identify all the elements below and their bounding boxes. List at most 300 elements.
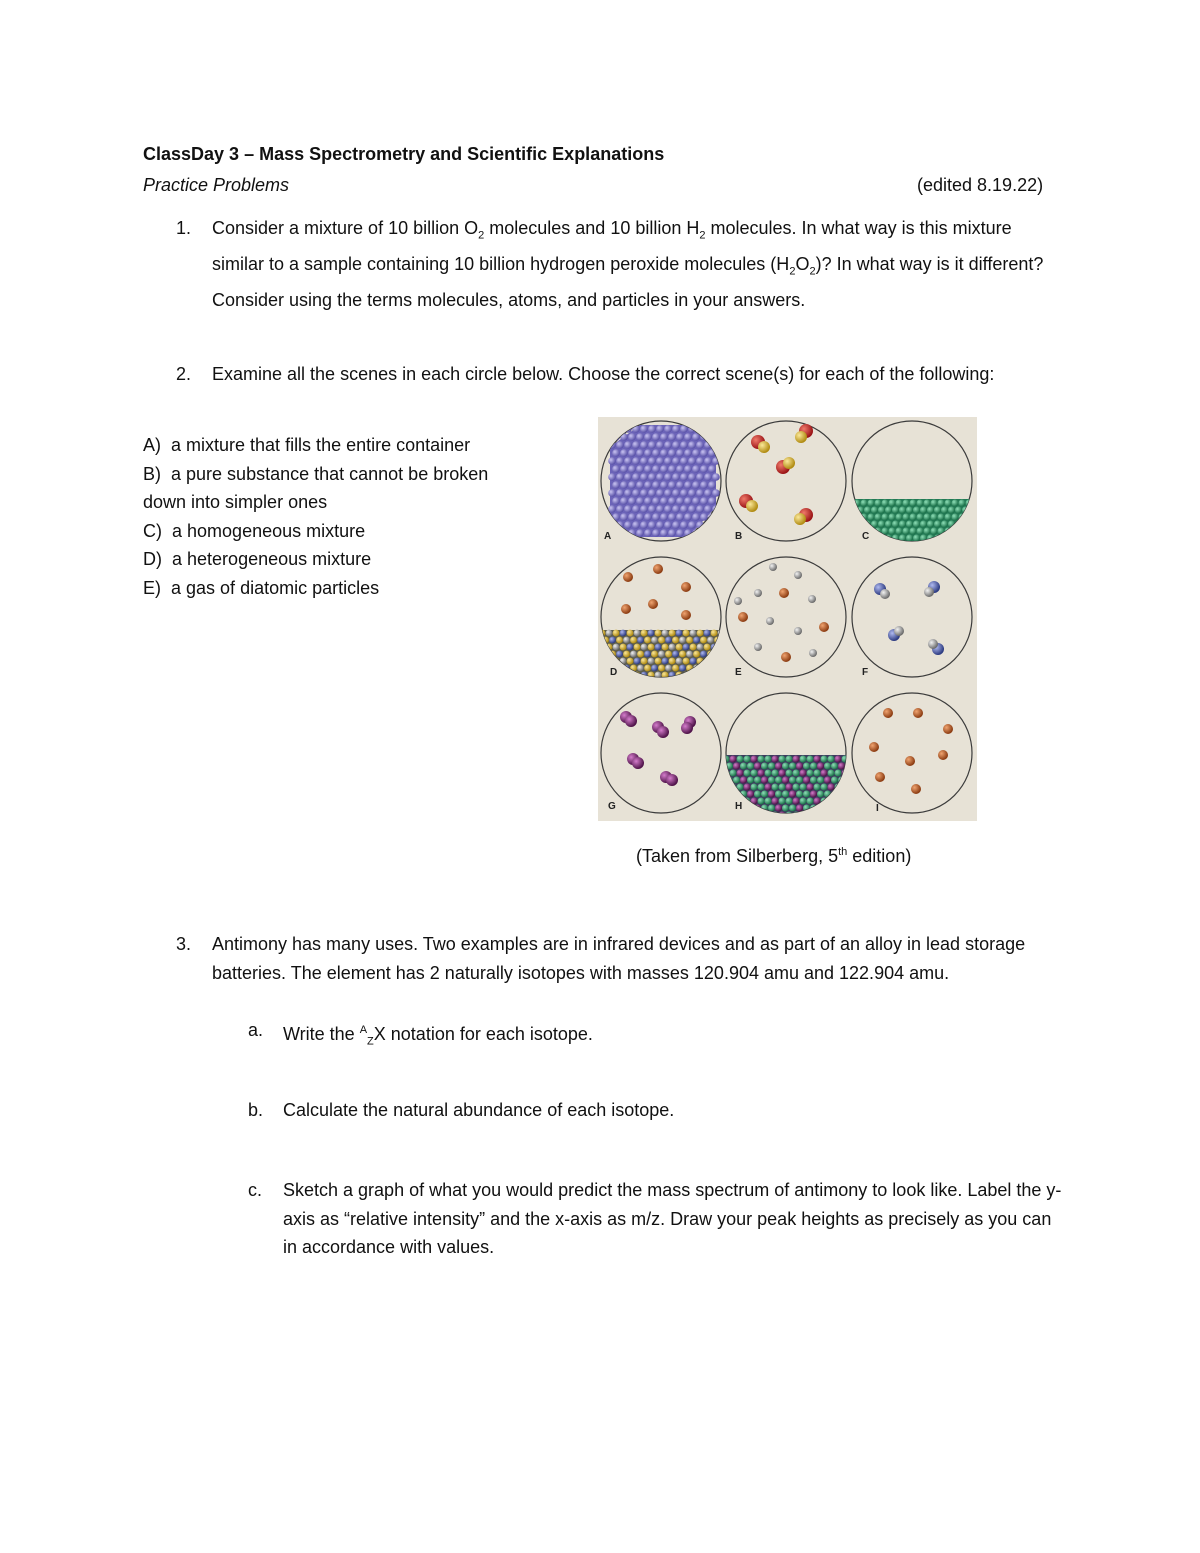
atom-dot	[623, 651, 630, 658]
atom-dot	[697, 672, 704, 679]
atom-dot	[676, 644, 683, 651]
atom-dot	[831, 763, 838, 770]
atom-dot	[697, 630, 704, 637]
atom-dot	[700, 481, 708, 489]
atom-dot	[660, 465, 668, 473]
atom-dot	[648, 473, 656, 481]
atom-dot	[620, 630, 627, 637]
option-d: D) a heterogeneous mixture	[143, 549, 372, 569]
scene-b-molecules	[739, 424, 813, 525]
atom-dot	[684, 449, 692, 457]
atom-dot	[772, 798, 779, 805]
atom-dot	[754, 777, 761, 784]
atom-dot	[913, 535, 920, 542]
atom-dot	[959, 528, 966, 535]
atom-dot	[938, 514, 945, 521]
atom-dot	[924, 528, 931, 535]
q3c-text: Sketch a graph of what you would predict the mass spectrum of antimony to look like. Label the y-axis as “relative intensity” and the x-axis as m/z. Draw your peak heights as precisely as you can in accordance with values.	[283, 1180, 1062, 1257]
atom-dot	[616, 425, 624, 433]
atom-dot	[800, 812, 807, 819]
atom-dot	[644, 449, 652, 457]
atom-dot	[683, 644, 690, 651]
page-title: ClassDay 3 – Mass Spectrometry and Scientific Explanations	[143, 144, 665, 164]
atom-dot	[628, 481, 636, 489]
atom-dot	[948, 507, 955, 514]
atom-dot	[684, 513, 692, 521]
atom-dot	[668, 513, 676, 521]
atom-dot	[628, 449, 636, 457]
atom-dot	[599, 644, 606, 651]
atom-dot	[669, 644, 676, 651]
atom-dot	[684, 481, 692, 489]
atom-dot	[924, 514, 931, 521]
atom-dot	[772, 784, 779, 791]
q1-text: Consider a mixture of 10 billion $O_2$ molecules and 10 billion $H_2$ molecules. In what way is this mixture similar to a sample containing 10 billion hydrogen peroxide molecules $(H_2O_2)$? In what way is it different? Consider using the terms molecules, atoms, and particles in your answers.	[212, 218, 1044, 311]
atom-dot	[680, 457, 688, 465]
atom-dot	[931, 528, 938, 535]
scene-d-gas	[621, 564, 691, 620]
atom-dot	[810, 791, 817, 798]
atom-dot	[668, 465, 676, 473]
atom-dot	[658, 651, 665, 658]
atom-dot	[920, 507, 927, 514]
atom-dot	[672, 457, 680, 465]
option-b: B) a pure substance that cannot be broken	[143, 463, 489, 484]
atom-dot	[697, 644, 704, 651]
atom-dot	[723, 798, 730, 805]
scene-g-molecules	[620, 711, 696, 786]
atom-dot	[938, 542, 945, 549]
atom-dot	[927, 521, 934, 528]
atom-dot	[737, 812, 744, 819]
atom-dot	[868, 514, 875, 521]
q3b-letter: b.	[248, 1100, 264, 1120]
atom-dot	[747, 791, 754, 798]
atom-dot	[599, 672, 606, 679]
atom-dot	[718, 644, 725, 651]
atom-dot	[669, 658, 676, 665]
atom-dot	[761, 777, 768, 784]
atom-dot	[945, 514, 952, 521]
atom-dot	[704, 630, 711, 637]
atom-dot	[885, 507, 892, 514]
atom-dot	[652, 513, 660, 521]
atom-dot	[938, 528, 945, 535]
atom-dot	[632, 521, 640, 529]
atom-dot	[838, 791, 845, 798]
q3a-text: Write the $^A_Z$X notation for each isotope.	[283, 1024, 593, 1048]
atom-dot	[733, 791, 740, 798]
atom-dot	[850, 535, 857, 542]
atom-dot	[634, 658, 641, 665]
atom-dot	[842, 798, 849, 805]
atom-dot	[711, 672, 718, 679]
atom-dot	[878, 535, 885, 542]
atom-dot	[651, 651, 658, 658]
atom-dot	[835, 798, 842, 805]
atom-dot	[708, 433, 716, 441]
atom-dot	[714, 651, 721, 658]
atom-dot	[648, 441, 656, 449]
atom-dot	[684, 497, 692, 505]
atom-dot	[800, 784, 807, 791]
atom-dot	[672, 505, 680, 513]
scene-label-b: B	[735, 531, 743, 542]
atom-dot	[664, 521, 672, 529]
atom-dot	[754, 805, 761, 812]
atom-dot	[761, 763, 768, 770]
atom-dot	[683, 630, 690, 637]
atom-dot	[889, 514, 896, 521]
atom-dot	[751, 756, 758, 763]
atom-dot	[692, 449, 700, 457]
atom-dot	[913, 507, 920, 514]
q2-number: 2.	[176, 364, 192, 384]
atom-dot	[676, 513, 684, 521]
atom-dot	[800, 798, 807, 805]
scenes-figure	[598, 417, 977, 821]
atom-dot	[672, 489, 680, 497]
atom-dot	[664, 425, 672, 433]
atom-dot	[704, 425, 712, 433]
atom-dot	[609, 637, 616, 644]
atom-dot	[882, 500, 889, 507]
atom-dot	[608, 425, 616, 433]
atom-dot	[602, 665, 609, 672]
atom-dot	[627, 630, 634, 637]
atom-dot	[835, 770, 842, 777]
atom-dot	[628, 497, 636, 505]
atom-dot	[656, 473, 664, 481]
scene-label-c: C	[862, 531, 870, 542]
atom-dot	[821, 812, 828, 819]
atom-dot	[612, 481, 620, 489]
atom-dot	[627, 658, 634, 665]
atom-dot	[672, 425, 680, 433]
atom-dot	[704, 441, 712, 449]
atom-dot	[817, 805, 824, 812]
atom-dot	[648, 630, 655, 637]
atom-dot	[751, 798, 758, 805]
atom-dot	[620, 465, 628, 473]
atom-dot	[662, 630, 669, 637]
atom-dot	[892, 521, 899, 528]
atom-dot	[704, 672, 711, 679]
atom-dot	[628, 529, 636, 537]
atom-dot	[824, 763, 831, 770]
atom-dot	[708, 497, 716, 505]
atom-dot	[910, 542, 917, 549]
atom-dot	[632, 441, 640, 449]
atom-dot	[751, 812, 758, 819]
atom-dot	[793, 770, 800, 777]
atom-dot	[899, 521, 906, 528]
atom-dot	[707, 637, 714, 644]
q2-options	[143, 431, 488, 602]
atom-dot	[636, 449, 644, 457]
atom-dot	[889, 500, 896, 507]
atom-dot	[676, 658, 683, 665]
atom-dot	[696, 425, 704, 433]
atom-dot	[652, 481, 660, 489]
atom-dot	[624, 521, 632, 529]
atom-dot	[660, 481, 668, 489]
atom-dot	[768, 763, 775, 770]
atom-dot	[973, 542, 978, 549]
atom-dot	[634, 630, 641, 637]
atom-dot	[637, 665, 644, 672]
atom-dot	[796, 763, 803, 770]
atom-dot	[913, 521, 920, 528]
atom-dot	[680, 489, 688, 497]
atom-dot	[612, 449, 620, 457]
atom-dot	[634, 644, 641, 651]
atom-dot	[690, 630, 697, 637]
atom-dot	[672, 473, 680, 481]
atom-dot	[831, 805, 838, 812]
atom-dot	[931, 500, 938, 507]
atom-dot	[612, 513, 620, 521]
atom-dot	[758, 812, 765, 819]
atom-dot	[700, 465, 708, 473]
atom-dot	[660, 433, 668, 441]
atom-dot	[969, 507, 976, 514]
atom-dot	[672, 521, 680, 529]
atom-dot	[786, 812, 793, 819]
atom-dot	[648, 521, 656, 529]
atom-dot	[896, 542, 903, 549]
atom-dot	[608, 473, 616, 481]
atom-dot	[828, 798, 835, 805]
atom-dot	[772, 770, 779, 777]
scene-label-d: D	[610, 667, 618, 678]
atom-dot	[786, 756, 793, 763]
q3a-letter: a.	[248, 1020, 264, 1040]
atom-dot	[641, 644, 648, 651]
atom-dot	[726, 805, 733, 812]
atom-dot	[903, 500, 910, 507]
atom-dot	[664, 441, 672, 449]
atom-dot	[655, 658, 662, 665]
atom-dot	[952, 514, 959, 521]
atom-dot	[906, 507, 913, 514]
atom-dot	[807, 756, 814, 763]
atom-dot	[758, 784, 765, 791]
atom-dot	[662, 658, 669, 665]
atom-dot	[751, 784, 758, 791]
atom-dot	[680, 521, 688, 529]
q3-text: Antimony has many uses. Two examples are in infrared devices and as part of an alloy in lead storage batteries. The element has 2 naturally isotopes with masses 120.904 amu and 122.904 amu.	[212, 934, 1026, 983]
atom-dot	[740, 791, 747, 798]
atom-dot	[613, 644, 620, 651]
atom-dot	[782, 777, 789, 784]
scene-i-gas	[869, 708, 953, 794]
atom-dot	[632, 457, 640, 465]
atom-dot	[754, 791, 761, 798]
atom-dot	[803, 791, 810, 798]
scene-e-gas	[734, 563, 829, 662]
atom-dot	[648, 505, 656, 513]
atom-dot	[656, 505, 664, 513]
atom-dot	[737, 770, 744, 777]
atom-dot	[708, 481, 716, 489]
atom-dot	[868, 542, 875, 549]
atom-dot	[648, 644, 655, 651]
atom-dot	[655, 644, 662, 651]
atom-dot	[903, 542, 910, 549]
atom-dot	[864, 507, 871, 514]
atom-dot	[927, 535, 934, 542]
atom-dot	[892, 507, 899, 514]
atom-dot	[803, 763, 810, 770]
atom-dot	[676, 449, 684, 457]
atom-dot	[730, 784, 737, 791]
atom-dot	[796, 777, 803, 784]
atom-dot	[955, 535, 962, 542]
atom-dot	[927, 507, 934, 514]
atom-dot	[627, 672, 634, 679]
atom-dot	[765, 756, 772, 763]
atom-dot	[775, 763, 782, 770]
atom-dot	[679, 637, 686, 644]
atom-dot	[796, 805, 803, 812]
atom-dot	[620, 658, 627, 665]
atom-dot	[688, 441, 696, 449]
atom-dot	[606, 658, 613, 665]
atom-dot	[973, 514, 978, 521]
atom-dot	[684, 529, 692, 537]
atom-dot	[704, 521, 712, 529]
atom-dot	[651, 637, 658, 644]
atom-dot	[875, 514, 882, 521]
atom-dot	[726, 791, 733, 798]
atom-dot	[652, 449, 660, 457]
atom-dot	[744, 770, 751, 777]
atom-dot	[640, 457, 648, 465]
atom-dot	[712, 425, 720, 433]
atom-dot	[692, 513, 700, 521]
atom-dot	[696, 457, 704, 465]
atom-dot	[941, 521, 948, 528]
atom-dot	[906, 535, 913, 542]
atom-dot	[693, 637, 700, 644]
atom-dot	[789, 777, 796, 784]
atom-dot	[857, 521, 864, 528]
atom-dot	[655, 630, 662, 637]
atom-dot	[624, 489, 632, 497]
atom-dot	[779, 812, 786, 819]
atom-dot	[644, 513, 652, 521]
atom-dot	[676, 481, 684, 489]
atom-dot	[696, 489, 704, 497]
atom-dot	[620, 481, 628, 489]
atom-dot	[630, 651, 637, 658]
atom-dot	[962, 507, 969, 514]
atom-dot	[640, 425, 648, 433]
atom-dot	[889, 542, 896, 549]
atom-dot	[602, 651, 609, 658]
atom-dot	[623, 637, 630, 644]
atom-dot	[758, 770, 765, 777]
atom-dot	[758, 756, 765, 763]
atom-dot	[969, 535, 976, 542]
atom-dot	[854, 542, 861, 549]
atom-dot	[660, 497, 668, 505]
atom-dot	[676, 433, 684, 441]
atom-dot	[624, 441, 632, 449]
atom-dot	[700, 529, 708, 537]
atom-dot	[692, 481, 700, 489]
atom-dot	[807, 784, 814, 791]
atom-dot	[838, 763, 845, 770]
atom-dot	[632, 489, 640, 497]
atom-dot	[711, 658, 718, 665]
atom-dot	[672, 637, 679, 644]
atom-dot	[714, 665, 721, 672]
atom-dot	[672, 651, 679, 658]
atom-dot	[765, 784, 772, 791]
atom-dot	[754, 763, 761, 770]
atom-dot	[786, 784, 793, 791]
atom-dot	[636, 433, 644, 441]
atom-dot	[620, 672, 627, 679]
atom-dot	[896, 528, 903, 535]
atom-dot	[624, 505, 632, 513]
atom-dot	[896, 500, 903, 507]
scene-g-circle	[601, 693, 721, 813]
atom-dot	[708, 529, 716, 537]
atom-dot	[696, 505, 704, 513]
atom-dot	[952, 528, 959, 535]
atom-dot	[945, 542, 952, 549]
atom-dot	[814, 784, 821, 791]
atom-dot	[910, 514, 917, 521]
atom-dot	[700, 665, 707, 672]
atom-dot	[616, 637, 623, 644]
atom-dot	[817, 791, 824, 798]
atom-dot	[606, 630, 613, 637]
atom-dot	[966, 542, 973, 549]
atom-dot	[723, 784, 730, 791]
atom-dot	[692, 465, 700, 473]
atom-dot	[850, 507, 857, 514]
atom-dot	[854, 514, 861, 521]
atom-dot	[620, 644, 627, 651]
atom-dot	[651, 665, 658, 672]
atom-dot	[934, 521, 941, 528]
atom-dot	[612, 529, 620, 537]
atom-dot	[644, 651, 651, 658]
atom-dot	[668, 529, 676, 537]
atom-dot	[680, 505, 688, 513]
option-c: C) a homogeneous mixture	[143, 520, 366, 541]
atom-dot	[789, 791, 796, 798]
atom-dot	[810, 763, 817, 770]
scenes-svg	[598, 417, 977, 821]
atom-dot	[688, 457, 696, 465]
atom-dot	[636, 481, 644, 489]
atom-dot	[668, 481, 676, 489]
atom-dot	[616, 473, 624, 481]
atom-dot	[700, 497, 708, 505]
atom-dot	[828, 770, 835, 777]
atom-dot	[608, 489, 616, 497]
atom-dot	[807, 812, 814, 819]
atom-dot	[789, 805, 796, 812]
atom-dot	[672, 441, 680, 449]
atom-dot	[817, 777, 824, 784]
atom-dot	[931, 542, 938, 549]
